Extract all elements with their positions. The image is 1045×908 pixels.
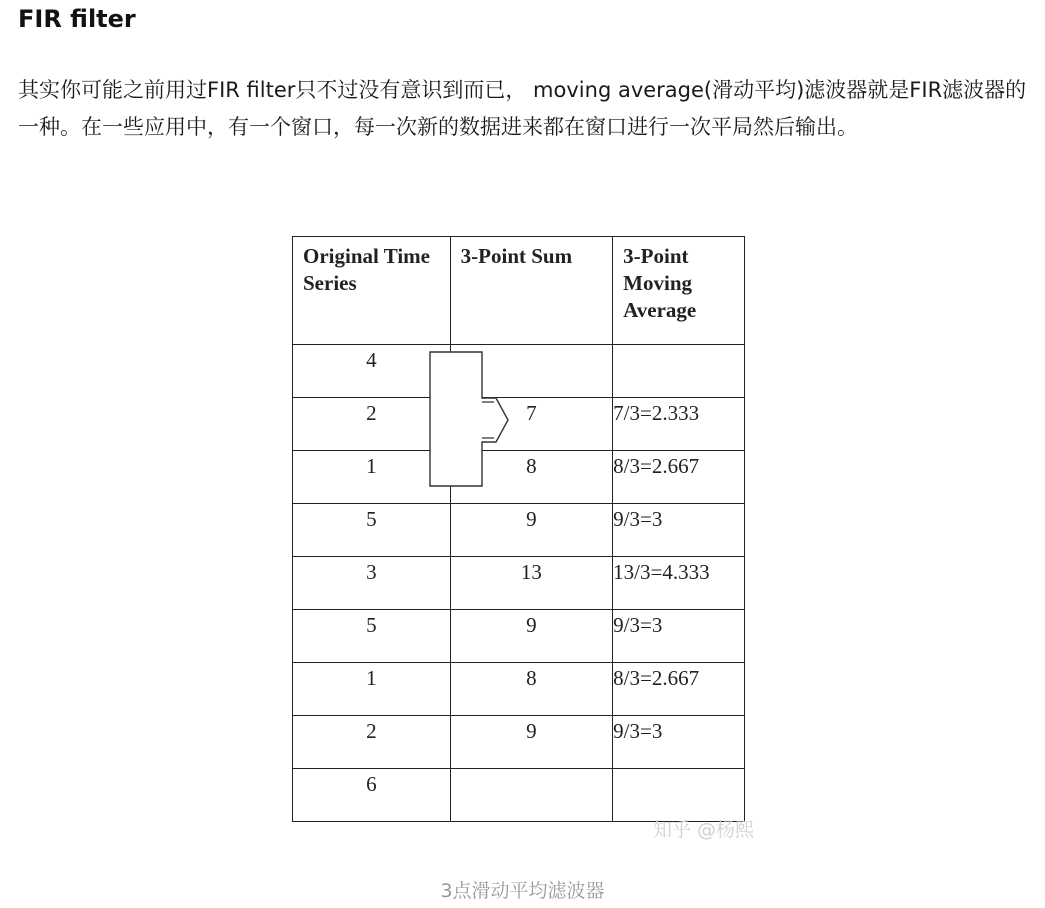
cell-sum: 9 [450,716,613,769]
table-row [293,557,745,610]
cell-original: 2 [293,716,451,769]
table-row [293,504,745,557]
cell-original: 5 [293,610,451,663]
table-row [293,663,745,716]
table-row [293,769,745,822]
table-row [293,398,745,451]
cell-sum: 8 [450,663,613,716]
moving-average-figure [292,236,745,825]
table-row [293,345,745,398]
cell-original: 1 [293,451,451,504]
moving-average-table [292,236,745,822]
cell-sum: 8 [450,451,613,504]
cell-original: 1 [293,663,451,716]
table-row [293,716,745,769]
figure-caption: 3点滑动平均滤波器 [440,880,605,902]
cell-sum: 13 [450,557,613,610]
cell-average: 9/3=3 [613,610,745,663]
cell-average: 13/3=4.333 [613,557,745,610]
cell-sum [450,769,613,822]
cell-original: 5 [293,504,451,557]
cell-average [613,769,745,822]
article-heading: FIR filter [18,5,136,33]
cell-original: 6 [293,769,451,822]
cell-original: 2 [293,398,451,451]
cell-sum: 9 [450,504,613,557]
table-row [293,451,745,504]
watermark: 知乎 @杨熙 [653,819,755,841]
header-sum: 3-Point Sum [450,237,613,345]
header-original: Original Time Series [293,237,451,345]
cell-average: 9/3=3 [613,716,745,769]
article-paragraph: 其实你可能之前用过FIR filter只不过没有意识到而已， moving average(滑动平均)滤波器就是FIR滤波器的一种。在一些应用中，有一个窗口，每一次新的数据进来都在窗口进行一次平局然后输出。 [18,78,1027,139]
cell-original: 3 [293,557,451,610]
cell-average: 8/3=2.667 [613,663,745,716]
cell-average [613,345,745,398]
cell-original: 4 [293,345,451,398]
table-row [293,610,745,663]
bracket-arrow-icon [428,350,512,490]
cell-average: 9/3=3 [613,504,745,557]
cell-sum: 9 [450,610,613,663]
header-average: 3-Point Moving Average [613,237,745,345]
table-header-row [293,237,745,345]
cell-average: 7/3=2.333 [613,398,745,451]
cell-average: 8/3=2.667 [613,451,745,504]
cell-sum: 7 [450,398,613,451]
